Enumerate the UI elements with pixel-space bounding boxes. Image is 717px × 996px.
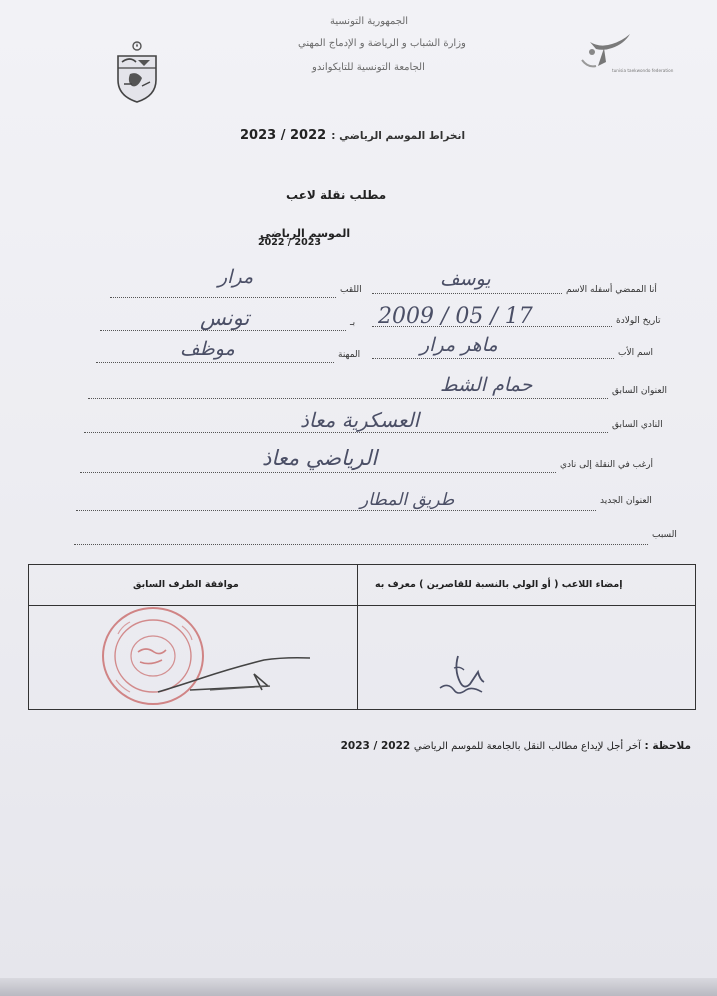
season-top-line	[240, 124, 465, 143]
federation-text: الجامعة التونسية للتايكواندو	[312, 62, 425, 73]
surname-value: مرار	[218, 266, 254, 288]
federation-logo-icon	[576, 30, 674, 92]
reason-line	[74, 544, 648, 545]
republic-text: الجمهورية التونسية	[330, 16, 409, 27]
table-divider-vertical	[357, 565, 358, 709]
note-value: 2022 / 2023	[340, 740, 411, 752]
season-top-value: 2022 / 2023	[240, 128, 327, 143]
father-value: ماهر مرار	[420, 334, 498, 356]
job-label: المهنة	[338, 350, 361, 360]
player-signature-header: إمضاء اللاعب ( أو الولي بالنسبة للقاصرين ) معرف به	[375, 579, 623, 590]
name-label: أنا الممضي أسفله الاسم	[566, 285, 657, 295]
birthplace-line	[100, 330, 346, 331]
name-line	[372, 293, 562, 294]
new-club-value: الرياضي معاذ	[262, 446, 378, 470]
old-address-value: حمام الشط	[440, 374, 533, 396]
season-top-label: انخراط الموسم الرياضي :	[331, 130, 466, 142]
note-label: ملاحظة :	[644, 740, 691, 752]
new-address-line	[76, 510, 596, 511]
father-label: اسم الأب	[618, 348, 653, 358]
new-address-label: العنوان الجديد	[600, 496, 652, 506]
tunisia-coat-of-arms-icon	[112, 40, 162, 104]
surname-line	[110, 297, 336, 298]
deadline-note	[341, 740, 691, 752]
logo-right-text: tunisia taekwondo federation	[612, 68, 674, 73]
new-club-line	[80, 472, 556, 473]
season-sub-value: 2022 / 2023	[258, 237, 321, 248]
old-address-line	[88, 398, 608, 399]
note-text: آخر أجل لإيداع مطالب النقل بالجامعة للموسم الرياضي	[413, 741, 641, 752]
player-signature-icon	[430, 650, 500, 700]
birth-label: تاريخ الولادة	[616, 316, 661, 326]
page-edge-shadow	[0, 978, 717, 996]
old-address-label: العنوان السابق	[612, 386, 667, 396]
job-value: موظف	[180, 338, 235, 360]
new-club-label: أرغب في النقلة إلى نادي	[560, 460, 653, 470]
father-line	[372, 358, 614, 359]
old-club-label: النادي السابق	[612, 420, 663, 430]
birthplace-label: بـ	[350, 318, 356, 328]
name-value: يوسف	[440, 268, 491, 290]
form-title: مطلب نقلة لاعب	[286, 188, 387, 202]
new-address-value: طريق المطار	[360, 490, 455, 510]
job-line	[96, 362, 334, 363]
previous-party-signature-icon	[150, 660, 320, 700]
surname-label: اللقب	[340, 285, 362, 295]
previous-party-header: موافقة الطرف السابق	[133, 579, 239, 590]
birth-value: 2009 / 05 / 17	[378, 304, 533, 329]
reason-label: السبب	[652, 530, 677, 540]
old-club-line	[84, 432, 608, 433]
season-sub-label: الموسم الرياضي	[260, 227, 351, 240]
old-club-value: العسكرية معاذ	[300, 408, 420, 432]
ministry-text: وزارة الشباب و الرياضة و الإدماج المهني	[298, 38, 466, 49]
birthplace-value: تونس	[200, 306, 250, 330]
